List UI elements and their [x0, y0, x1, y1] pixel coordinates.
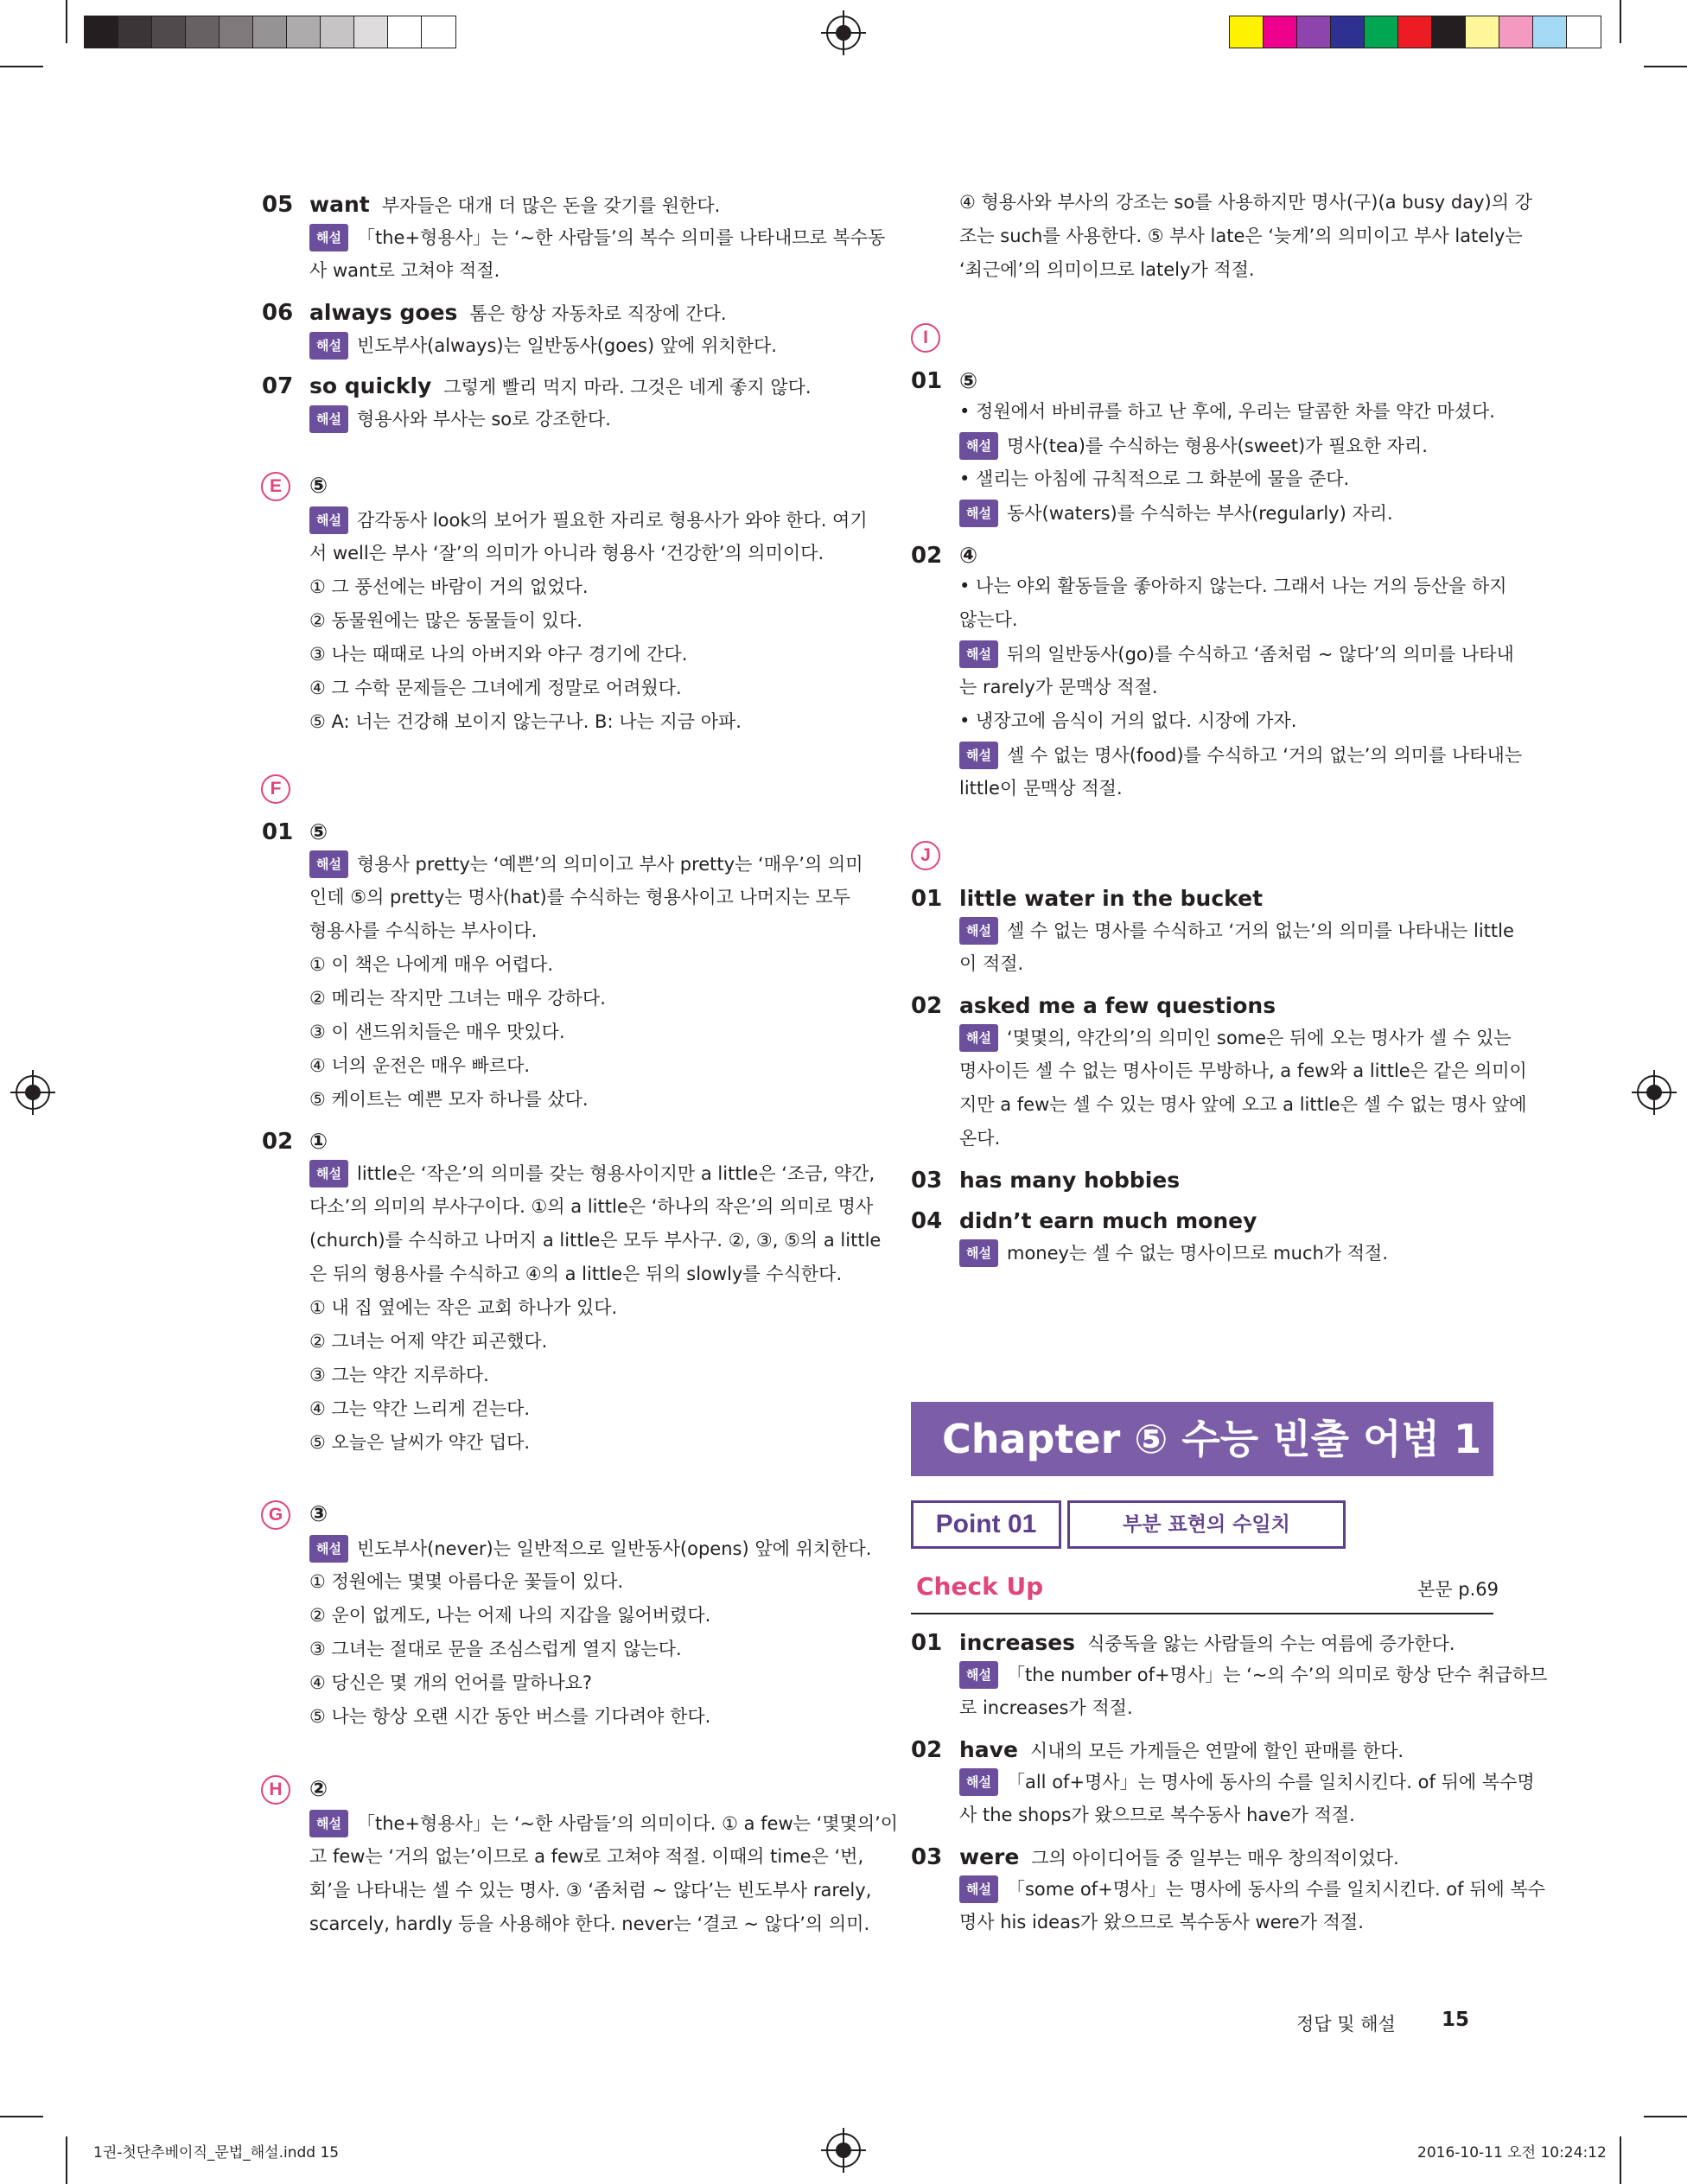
question-number: 06	[262, 300, 294, 326]
explanation-line	[959, 432, 1428, 460]
answer: ②	[309, 1776, 328, 1801]
answer	[309, 192, 720, 218]
question-number: 07	[262, 373, 294, 399]
question-number: 02	[262, 1129, 294, 1155]
answer: ⑤	[959, 368, 978, 393]
explanation-line	[309, 1160, 875, 1188]
page-number: 15	[1442, 2009, 1470, 2031]
question-number: 05	[262, 192, 294, 218]
crop-mark	[66, 0, 67, 43]
answer: didn’t earn much money	[959, 1208, 1257, 1233]
explanation-tag: 해설	[309, 332, 348, 360]
example-sentence: • 나는 야외 활동들을 좋아하지 않는다. 그래서 나는 거의 등산을 하지	[959, 576, 1507, 596]
answer-text: always goes	[309, 300, 458, 325]
answer: ①	[309, 1129, 328, 1154]
answer: has many hobbies	[959, 1168, 1181, 1193]
option-translation: ③ 그는 약간 지루하다.	[309, 1365, 489, 1385]
explanation-line	[309, 332, 777, 360]
explanation-tag: 해설	[309, 405, 348, 433]
explanation-tag: 해설	[309, 850, 348, 878]
option-translation: ⑤ 오늘은 날씨가 약간 덥다.	[309, 1432, 531, 1453]
explanation-text: 셀 수 없는 명사(food)를 수식하고 ‘거의 없는’의 의미를 나타내는	[1006, 745, 1523, 766]
example-sentence: • 샐리는 아침에 규칙적으로 그 화분에 물을 준다.	[959, 468, 1350, 489]
explanation-text: 빈도부사(always)는 일반동사(goes) 앞에 위치한다.	[356, 335, 777, 356]
explanation-line: 이 적절.	[959, 953, 1024, 974]
explanation-line: ④ 형용사와 부사의 강조는 so를 사용하지만 명사(구)(a busy day)의 강	[959, 192, 1532, 213]
answer-text: were	[959, 1844, 1020, 1869]
explanation-text: ‘몇몇의, 약간의’의 의미인 some은 뒤에 오는 명사가 셀 수 있는	[1006, 1028, 1512, 1048]
point-label: Point 01	[911, 1500, 1061, 1549]
korean-translation: 그의 아이디어들 중 일부는 매우 창의적이었다.	[1031, 1848, 1399, 1869]
explanation-tag: 해설	[959, 742, 998, 769]
explanation-text: 「the+형용사」는 ‘~한 사람들’의 의미이다. ① a few는 ‘몇몇의’이	[356, 1813, 899, 1834]
explanation-tag: 해설	[309, 1810, 348, 1837]
explanation-line: 고 few는 ‘거의 없는’이므로 a few로 고쳐야 적절. 이때의 time은 ‘번,	[309, 1846, 864, 1867]
answer-text: increases	[959, 1630, 1076, 1655]
color-swatch	[1533, 16, 1567, 48]
explanation-text: 빈도부사(never)는 일반적으로 일반동사(opens) 앞에 위치한다.	[356, 1538, 872, 1559]
explanation-tag: 해설	[309, 1535, 348, 1563]
explanation-line: 명사 his ideas가 왔으므로 복수동사 were가 적절.	[959, 1912, 1364, 1932]
registration-mark-icon	[826, 16, 861, 50]
explanation-tag: 해설	[959, 1661, 998, 1689]
gray-swatch	[388, 16, 422, 48]
gray-swatch	[186, 16, 220, 48]
section-letter-badge: J	[911, 841, 940, 870]
color-swatch	[1365, 16, 1398, 48]
explanation-line: 는 rarely가 문맥상 적절.	[959, 677, 1158, 697]
section-letter-badge: E	[261, 472, 290, 501]
explanation-tag: 해설	[959, 1024, 998, 1052]
crop-mark	[1620, 2136, 1621, 2184]
explanation-line: 다소’의 의미의 부사구이다. ①의 a little은 ‘하나의 작은’의 의미로 명사	[309, 1196, 874, 1217]
color-swatch	[1499, 16, 1533, 48]
explanation-line	[959, 917, 1514, 945]
crop-mark	[66, 2136, 67, 2184]
option-translation: ⑤ 나는 항상 오랜 시간 동안 버스를 기다려야 한다.	[309, 1706, 711, 1727]
explanation-line: 사 the shops가 왔으므로 복수동사 have가 적절.	[959, 1805, 1355, 1825]
explanation-line	[309, 405, 611, 433]
explanation-line: 은 뒤의 형용사를 수식하고 ④의 a little은 뒤의 slowly를 수식한다.	[309, 1264, 843, 1284]
explanation-line: little이 문맥상 적절.	[959, 778, 1123, 799]
explanation-line: 인데 ⑤의 pretty는 명사(hat)를 수식하는 형용사이고 나머지는 모두	[309, 887, 850, 907]
section-letter-badge: G	[261, 1500, 290, 1530]
korean-translation: 식중독을 앓는 사람들의 수는 여름에 증가한다.	[1087, 1633, 1455, 1654]
answer: little water in the bucket	[959, 886, 1264, 911]
explanation-line	[309, 1810, 898, 1837]
color-swatch	[1398, 16, 1432, 48]
slug-file-info: 1권-첫단추베이직_문법_해설.indd 15	[93, 2144, 340, 2162]
explanation-tag: 해설	[309, 1160, 348, 1188]
color-swatch	[1230, 16, 1264, 48]
option-translation: ② 운이 없게도, 나는 어제 나의 지갑을 잃어버렸다.	[309, 1605, 711, 1626]
explanation-text: little은 ‘작은’의 의미를 갖는 형용사이지만 a little은 ‘조금, 약간,	[356, 1163, 875, 1184]
explanation-line	[959, 1768, 1535, 1796]
explanation-line	[959, 500, 1393, 527]
option-translation: ③ 이 샌드위치들은 매우 맛있다.	[309, 1022, 565, 1042]
crop-mark	[0, 2116, 43, 2117]
answer: ③	[309, 1501, 328, 1526]
option-translation: ⑤ 케이트는 예쁜 모자 하나를 샀다.	[309, 1089, 589, 1110]
explanation-text: money는 셀 수 없는 명사이므로 much가 적절.	[1006, 1243, 1389, 1264]
gray-swatch	[422, 16, 455, 48]
explanation-line	[959, 640, 1514, 668]
explanation-line	[309, 1535, 871, 1563]
color-swatch	[1432, 16, 1466, 48]
explanation-line: 지만 a few는 셀 수 있는 명사 앞에 오고 a little은 셀 수 없는 명사 앞에	[959, 1094, 1527, 1115]
answer-text: have	[959, 1737, 1018, 1762]
color-swatch	[1297, 16, 1331, 48]
explanation-line: scarcely, hardly 등을 사용해야 한다. never는 ‘결코 ~ 않다’의 의미.	[309, 1913, 870, 1934]
process-color-bar	[1229, 16, 1601, 48]
option-translation: ① 정원에는 몇몇 아름다운 꽃들이 있다.	[309, 1571, 624, 1592]
question-number: 03	[911, 1844, 943, 1870]
gray-swatch	[220, 16, 253, 48]
explanation-tag: 해설	[959, 1239, 998, 1267]
explanation-text: 「some of+명사」는 명사에 동사의 수를 일치시킨다. of 뒤에 복수	[1006, 1879, 1546, 1900]
registration-mark-icon	[16, 1075, 50, 1110]
explanation-line	[959, 1239, 1388, 1267]
explanation-text: 「the+형용사」는 ‘~한 사람들’의 복수 의미를 나타내므로 복수동	[356, 227, 886, 248]
option-translation: ② 그녀는 어제 약간 피곤했다.	[309, 1331, 548, 1352]
answer	[309, 373, 812, 399]
question-number: 02	[911, 543, 943, 569]
color-swatch	[1466, 16, 1499, 48]
section-letter-badge: H	[261, 1775, 290, 1805]
explanation-tag: 해설	[959, 917, 998, 945]
explanation-text: 형용사 pretty는 ‘예쁜’의 의미이고 부사 pretty는 ‘매우’의 의미	[356, 854, 863, 875]
korean-translation: 그렇게 빨리 먹지 마라. 그것은 네게 좋지 않다.	[443, 377, 812, 398]
answer	[309, 300, 727, 326]
explanation-line: 사 want로 고쳐야 적절.	[309, 260, 500, 281]
option-translation: ③ 나는 때때로 나의 아버지와 야구 경기에 간다.	[309, 644, 688, 665]
explanation-tag: 해설	[959, 500, 998, 527]
explanation-tag: 해설	[309, 506, 348, 534]
color-swatch	[1264, 16, 1297, 48]
answer: ④	[959, 543, 978, 568]
explanation-line: 명사이든 셀 수 없는 명사이든 무방하나, a few와 a little은 같은 의미이	[959, 1060, 1527, 1081]
korean-translation: 부자들은 대개 더 많은 돈을 갖기를 원한다.	[381, 195, 721, 216]
explanation-line: 로 increases가 적절.	[959, 1697, 1133, 1718]
explanation-line: 온다.	[959, 1128, 1001, 1149]
explanation-line	[309, 506, 868, 534]
answer: ⑤	[309, 819, 328, 844]
option-translation: ④ 그는 약간 느리게 걷는다.	[309, 1398, 531, 1419]
option-translation: ④ 너의 운전은 매우 빠르다.	[309, 1055, 531, 1076]
option-translation: ① 내 집 옆에는 작은 교회 하나가 있다.	[309, 1297, 618, 1318]
answer-text: want	[309, 192, 370, 217]
answer-text: so quickly	[309, 373, 432, 398]
explanation-tag: 해설	[309, 224, 348, 252]
crop-mark	[0, 66, 43, 67]
explanation-text: 감각동사 look의 보어가 필요한 자리로 형용사가 와야 한다. 여기	[356, 510, 868, 531]
color-swatch	[1331, 16, 1365, 48]
example-sentence: • 정원에서 바비큐를 하고 난 후에, 우리는 달콤한 차를 약간 마셨다.	[959, 401, 1495, 422]
registration-mark-icon	[826, 2133, 861, 2168]
answer	[959, 1844, 1399, 1870]
explanation-tag: 해설	[959, 1875, 998, 1903]
explanation-line: 조는 such를 사용한다. ⑤ 부사 late은 ‘늦게’의 의미이고 부사 lately는	[959, 226, 1523, 246]
explanation-line	[959, 1024, 1512, 1052]
explanation-text: 「all of+명사」는 명사에 동사의 수를 일치시킨다. of 뒤에 복수명	[1006, 1772, 1535, 1792]
crop-mark	[1644, 66, 1687, 67]
page-reference: 본문 p.69	[1417, 1579, 1499, 1600]
answer	[959, 1737, 1404, 1763]
gray-swatch	[118, 16, 152, 48]
chapter-title-banner: Chapter ⑤ 수능 빈출 어법 1	[911, 1402, 1493, 1476]
gray-swatch	[85, 16, 118, 48]
gray-swatch	[321, 16, 354, 48]
gray-swatch	[287, 16, 321, 48]
section-divider	[911, 1613, 1493, 1614]
option-translation: ③ 그녀는 절대로 문을 조심스럽게 열지 않는다.	[309, 1639, 682, 1659]
korean-translation: 시내의 모든 가게들은 연말에 할인 판매를 한다.	[1029, 1741, 1404, 1761]
explanation-tag: 해설	[959, 640, 998, 668]
check-up-heading: Check Up	[916, 1572, 1044, 1601]
slug-timestamp: 2016-10-11 오전 10:24:12	[1417, 2144, 1607, 2162]
gray-swatch	[354, 16, 388, 48]
explanation-line: 회’을 나타내는 셀 수 있는 명사. ③ ‘좀처럼 ~ 않다’는 빈도부사 rarely,	[309, 1880, 872, 1901]
explanation-line	[959, 1661, 1547, 1689]
option-translation: ④ 당신은 몇 개의 언어를 말하나요?	[309, 1672, 593, 1693]
option-translation: ④ 그 수학 문제들은 그녀에게 정말로 어려웠다.	[309, 678, 682, 698]
question-number: 01	[911, 1630, 943, 1656]
explanation-tag: 해설	[959, 1768, 998, 1796]
explanation-text: 동사(waters)를 수식하는 부사(regularly) 자리.	[1006, 503, 1393, 524]
color-swatch	[1567, 16, 1601, 48]
footer-title: 정답 및 해설	[1296, 2014, 1396, 2034]
grayscale-color-bar	[84, 16, 456, 48]
question-number: 01	[911, 886, 943, 912]
section-letter-badge: F	[261, 774, 290, 804]
example-sentence: • 냉장고에 음식이 거의 없다. 시장에 가자.	[959, 710, 1297, 731]
question-number: 03	[911, 1168, 943, 1194]
gray-swatch	[152, 16, 186, 48]
explanation-text: 명사(tea)를 수식하는 형용사(sweet)가 필요한 자리.	[1006, 436, 1428, 456]
option-translation: ② 메리는 작지만 그녀는 매우 강하다.	[309, 988, 606, 1009]
explanation-line: 서 well은 부사 ‘잘’의 의미가 아니라 형용사 ‘건강한’의 의미이다.	[309, 543, 824, 564]
explanation-line: 형용사를 수식하는 부사이다.	[309, 920, 538, 941]
question-number: 02	[911, 1737, 943, 1763]
registration-mark-icon	[1637, 1075, 1671, 1110]
question-number: 02	[911, 993, 943, 1019]
explanation-text: 뒤의 일반동사(go)를 수식하고 ‘좀처럼 ~ 않다’의 의미를 나타내	[1006, 644, 1514, 665]
answer	[959, 1630, 1455, 1656]
explanation-line	[959, 1875, 1545, 1903]
option-translation: ② 동물원에는 많은 동물들이 있다.	[309, 610, 582, 631]
option-translation: ① 그 풍선에는 바람이 거의 없었다.	[309, 576, 589, 597]
explanation-text: 셀 수 없는 명사를 수식하고 ‘거의 없는’의 의미를 나타내는 little	[1006, 920, 1514, 941]
answer: asked me a few questions	[959, 993, 1276, 1018]
point-title: 부분 표현의 수일치	[1067, 1500, 1346, 1549]
explanation-text: 형용사와 부사는 so로 강조한다.	[356, 409, 611, 430]
option-translation: ⑤ A: 너는 건강해 보이지 않는구나. B: 나는 지금 아파.	[309, 711, 742, 732]
explanation-tag: 해설	[959, 432, 998, 460]
korean-translation: 톰은 항상 자동차로 직장에 간다.	[469, 303, 727, 324]
explanation-line: ‘최근에’의 의미이므로 lately가 적절.	[959, 259, 1255, 280]
explanation-line	[959, 742, 1522, 769]
question-number: 01	[262, 819, 294, 845]
question-number: 01	[911, 368, 943, 394]
crop-mark	[1620, 0, 1621, 43]
explanation-line	[309, 224, 885, 252]
crop-mark	[1644, 2116, 1687, 2117]
gray-swatch	[253, 16, 287, 48]
explanation-line	[309, 850, 863, 878]
option-translation: ① 이 책은 나에게 매우 어렵다.	[309, 954, 554, 975]
answer: ⑤	[309, 473, 328, 498]
explanation-line: (church)를 수식하고 나머지 a little은 모두 부사구. ②, ③, ⑤의 a little	[309, 1230, 882, 1251]
section-letter-badge: I	[911, 323, 940, 353]
question-number: 04	[911, 1208, 943, 1234]
explanation-text: 「the number of+명사」는 ‘~의 수’의 의미로 항상 단수 취급하므	[1006, 1665, 1548, 1685]
example-sentence: 않는다.	[959, 609, 1018, 630]
